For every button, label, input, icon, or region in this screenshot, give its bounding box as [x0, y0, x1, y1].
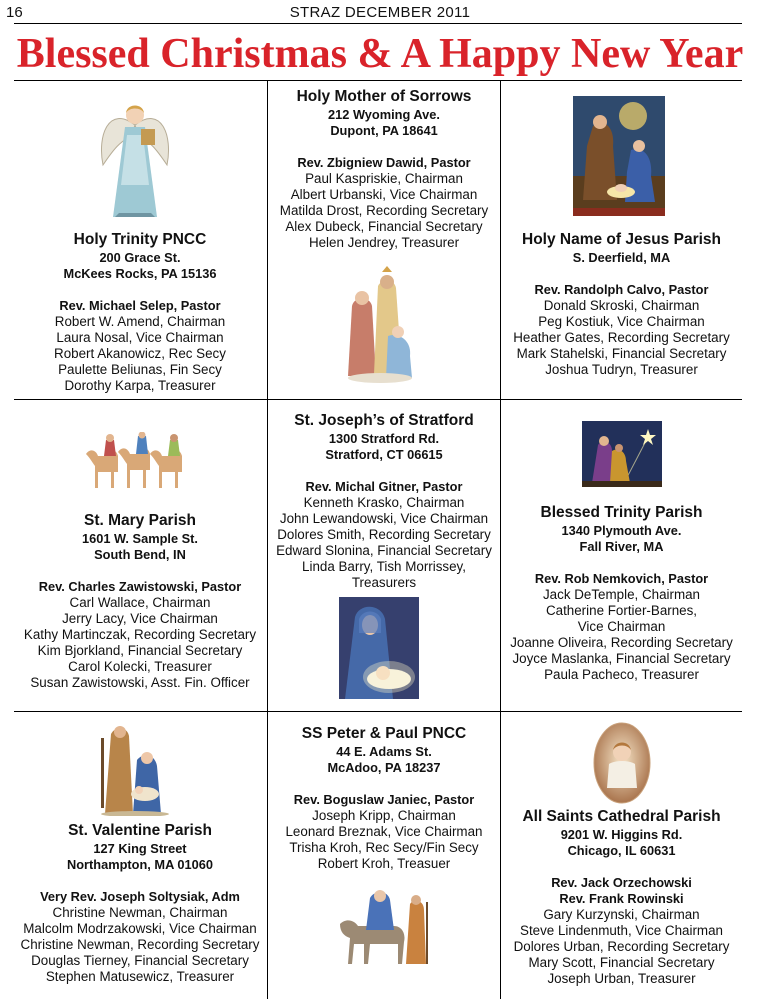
officer-line: Jerry Lacy, Vice Chairman — [62, 611, 218, 626]
infant-jesus-icon — [593, 722, 651, 804]
officer-line: Christine Newman, Recording Secretary — [20, 937, 260, 952]
parish-card — [268, 411, 500, 591]
officer-line: Kathy Martinczak, Recording Secretary — [23, 627, 257, 642]
pastor-name: Rev. Michael Selep, Pastor — [59, 298, 221, 313]
parish-name: SS Peter & Paul PNCC — [301, 725, 467, 742]
parish-card — [14, 821, 266, 985]
officer-line: Peg Kostiuk, Vice Chairman — [538, 314, 705, 329]
officer-line: Matilda Drost, Recording Secretary — [279, 203, 489, 218]
parish-name: St. Mary Parish — [84, 512, 196, 529]
parish-name: All Saints Cathedral Parish — [522, 808, 721, 825]
parish-card — [268, 724, 500, 872]
parish-address: Northampton, MA 01060 — [66, 857, 213, 872]
parish-card — [14, 511, 266, 691]
officer-line: Helen Jendrey, Treasurer — [308, 235, 460, 250]
pastor-name: Rev. Randolph Calvo, Pastor — [534, 282, 709, 297]
camel-caravan-icon — [82, 432, 184, 490]
officer-line: Dorothy Karpa, Treasurer — [64, 378, 216, 393]
parish-address: McAdoo, PA 18237 — [327, 760, 441, 775]
parish-name: St. Valentine Parish — [68, 822, 212, 839]
publication-title: STRAZ DECEMBER 2011 — [289, 4, 471, 21]
officer-line: Steve Lindenmuth, Vice Chairman — [520, 923, 723, 938]
magi-icon — [342, 266, 417, 386]
officer-line: Mary Scott, Financial Secretary — [528, 955, 715, 970]
officer-line: Laura Nosal, Vice Chairman — [56, 330, 224, 345]
officer-line: Susan Zawistowski, Asst. Fin. Officer — [30, 675, 250, 690]
officer-line: Joseph Kripp, Chairman — [312, 808, 456, 823]
parish-name: Holy Mother of Sorrows — [296, 88, 472, 105]
officer-line: Dolores Smith, Recording Secretary — [277, 527, 491, 542]
officer-line: Catherine Fortier-Barnes, — [545, 603, 698, 618]
officer-line: Robert W. Amend, Chairman — [54, 314, 226, 329]
officer-line: Kenneth Krasko, Chairman — [303, 495, 465, 510]
parish-name: Blessed Trinity Parish — [540, 504, 703, 521]
parish-address: Dupont, PA 18641 — [330, 123, 438, 138]
parish-address: 127 King Street — [93, 841, 187, 856]
parish-address: Stratford, CT 06615 — [325, 447, 443, 462]
parish-address: 1340 Plymouth Ave. — [561, 523, 682, 538]
pastor-name: Rev. Rob Nemkovich, Pastor — [534, 571, 709, 586]
officer-line: Heather Gates, Recording Secretary — [513, 330, 730, 345]
pastor-name: Rev. Frank Rowinski — [559, 891, 684, 906]
officer-line: Carl Wallace, Chairman — [69, 595, 211, 610]
officer-line: Robert Akanowicz, Rec Secy — [54, 346, 226, 361]
parish-address: 1300 Stratford Rd. — [328, 431, 440, 446]
officer-line: Linda Barry, Tish Morrissey, — [302, 559, 466, 574]
star-magi-icon — [582, 421, 662, 487]
parish-address: 200 Grace St. — [99, 250, 181, 265]
officer-line: Mark Stahelski, Financial Secretary — [516, 346, 727, 361]
page-number: 16 — [6, 4, 23, 21]
header-rule — [14, 23, 742, 24]
officer-line: Dolores Urban, Recording Secretary — [513, 939, 730, 954]
officer-line: Stephen Matusewicz, Treasurer — [45, 969, 235, 984]
officer-line: Joshua Tudryn, Treasurer — [545, 362, 698, 377]
officer-line: Edward Slonina, Financial Secretary — [276, 543, 492, 558]
officer-line: Paul Kaspriskie, Chairman — [305, 171, 463, 186]
officer-line: Robert Kroh, Treasuer — [317, 856, 451, 871]
officer-line: Joanne Oliveira, Recording Secretary — [510, 635, 733, 650]
pastor-name: Rev. Zbigniew Dawid, Pastor — [297, 155, 471, 170]
holy-family-icon — [97, 720, 173, 816]
parish-name: St. Joseph’s of Stratford — [294, 412, 474, 429]
officer-line: Joyce Maslanka, Financial Secretary — [512, 651, 731, 666]
parish-address: 44 E. Adams St. — [336, 744, 432, 759]
angel-icon — [95, 95, 175, 223]
pastor-name: Very Rev. Joseph Soltysiak, Adm — [40, 889, 240, 904]
officer-line: Paula Pacheco, Treasurer — [544, 667, 699, 682]
pastor-name: Rev. Charles Zawistowski, Pastor — [38, 579, 242, 594]
banner-rule — [14, 80, 742, 81]
flight-to-egypt-icon — [330, 884, 430, 966]
officer-line: Vice Chairman — [577, 619, 666, 634]
parish-address: 9201 W. Higgins Rd. — [560, 827, 683, 842]
parish-address: 1601 W. Sample St. — [82, 531, 198, 546]
officer-line: Paulette Beliunas, Fin Secy — [58, 362, 222, 377]
parish-card — [268, 87, 500, 251]
parish-card — [501, 503, 742, 683]
officer-line: Christine Newman, Chairman — [52, 905, 228, 920]
officer-line: Alex Dubeck, Financial Secretary — [285, 219, 483, 234]
parish-address: S. Deerfield, MA — [572, 250, 671, 265]
pastor-name: Rev. Jack Orzechowski — [551, 875, 692, 890]
row-divider-1 — [14, 399, 742, 400]
officer-line: Douglas Tierney, Financial Secretary — [31, 953, 249, 968]
parish-card — [14, 230, 266, 394]
greeting-banner: Blessed Christmas & A Happy New Year — [16, 31, 744, 77]
parish-address: 212 Wyoming Ave. — [328, 107, 440, 122]
parish-card — [501, 230, 742, 378]
pastor-name: Rev. Boguslaw Janiec, Pastor — [293, 792, 475, 807]
officer-line: Kim Bjorkland, Financial Secretary — [37, 643, 243, 658]
officer-line: Jack DeTemple, Chairman — [542, 587, 701, 602]
officer-line: Albert Urbanski, Vice Chairman — [290, 187, 478, 202]
parish-address: McKees Rocks, PA 15136 — [63, 266, 217, 281]
parish-address: Fall River, MA — [579, 539, 664, 554]
nativity-icon — [573, 96, 665, 216]
parish-name: Holy Trinity PNCC — [73, 231, 207, 248]
page-header — [0, 0, 760, 24]
officer-line: Trisha Kroh, Rec Secy/Fin Secy — [289, 840, 479, 855]
officer-line: John Lewandowski, Vice Chairman — [279, 511, 489, 526]
row-divider-2 — [14, 711, 742, 712]
parish-name: Holy Name of Jesus Parish — [522, 231, 721, 248]
officer-line: Gary Kurzynski, Chairman — [543, 907, 700, 922]
pastor-name: Rev. Michal Gitner, Pastor — [305, 479, 463, 494]
officer-line: Joseph Urban, Treasurer — [547, 971, 696, 986]
parish-address: Chicago, IL 60631 — [567, 843, 676, 858]
officer-line: Carol Kolecki, Treasurer — [68, 659, 212, 674]
officer-line: Treasurers — [351, 575, 417, 590]
madonna-icon — [339, 597, 419, 699]
parish-address: South Bend, IN — [94, 547, 186, 562]
officer-line: Malcolm Modrzakowski, Vice Chairman — [23, 921, 257, 936]
officer-line: Donald Skroski, Chairman — [543, 298, 700, 313]
parish-card — [501, 807, 742, 987]
officer-line: Leonard Breznak, Vice Chairman — [285, 824, 483, 839]
